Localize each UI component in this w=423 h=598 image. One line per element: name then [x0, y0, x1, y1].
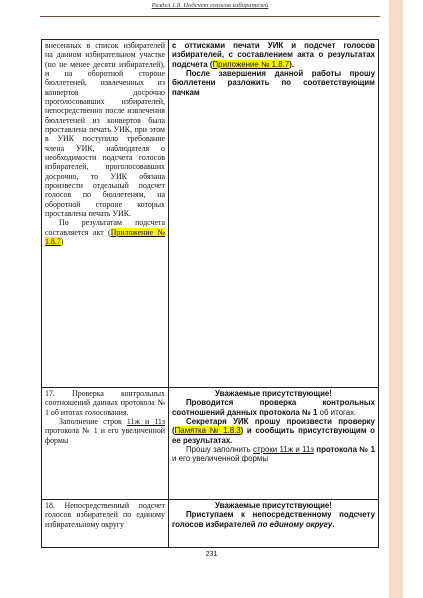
right-paragraph: После завершения данной работы прошу бюллетени разложить по соответствующим пачкам — [172, 68, 375, 97]
step-title: 17. Проверка контрольных соотношений данных протокола № 1 об итогах голосования. — [45, 389, 165, 417]
page-side-bar — [389, 0, 403, 598]
table-row — [42, 40, 379, 388]
lines-link[interactable]: строки 11ж и 11з — [253, 444, 314, 454]
lines-link[interactable]: 11ж и 11з — [126, 416, 165, 426]
table-row — [42, 500, 379, 548]
memo-link[interactable]: Памятка № 1.8.3 — [174, 426, 241, 436]
greeting: Уважаемые присутствующие! — [215, 389, 332, 398]
appendix-link[interactable]: Приложение № 1.8.7 — [212, 59, 290, 69]
header-rule — [40, 16, 380, 17]
right-paragraph: Прошу заполнить строки 11ж и 11з протокола № 1 и его увеличенной формы — [172, 444, 375, 464]
right-paragraph: Секретаря УИК прошу произвести проверку (Памятка № 1.8.3) и сообщить присутствующим о ее результатах. — [172, 416, 375, 445]
section-header: Раздел 1.8. Подсчет голосов избирателей — [151, 2, 269, 9]
greeting: Уважаемые присутствующие! — [215, 501, 332, 510]
procedure-table — [41, 39, 379, 548]
left-cell — [42, 500, 169, 548]
step-paragraph: Заполнение строк 11ж и 11з протокола № 1 и его увеличенной формы — [45, 416, 165, 445]
page-number: 231 — [205, 551, 218, 558]
table-row — [42, 388, 379, 500]
right-cell — [169, 40, 379, 388]
left-paragraph: внесенных в список избирателей на данном избирательном участке (но не менее десяти избирателей), и на оборотной стороне бюллетеней, извлеченных из конвертов досрочно проголосовавших избирателей, непосредственно после извлечения бюллетеней из конвертов была проставлена печать УИК, при этом в УИК поступило требование члена УИК, наблюдателя о необходимости подсчета голосов избирателей, проголосовавших досрочно, то УИК обязана произвести отдельный подсчет голосов по бюллетеням, на оборотной стороне которых проставлена печать УИК. — [45, 41, 165, 218]
results-paragraph: По результатам подсчета составляется акт (Приложение № 1.8.7) — [45, 218, 165, 246]
right-paragraph: с оттисками печати УИК и подсчет голосов избирателей, с составлением акта о результатах подсчета (Приложение № 1.8.7). — [172, 41, 375, 69]
left-cell — [42, 40, 169, 388]
right-cell — [169, 500, 379, 548]
appendix-link[interactable]: Приложение № 1.8.7 — [45, 227, 165, 246]
right-paragraph: Проводится проверка контрольных соотношений данных протокола № 1 об итогах. — [172, 398, 375, 417]
right-cell — [169, 388, 379, 500]
step-title: 18. Непосредственный подсчет голосов избирателей по единому избирательному округу — [45, 501, 165, 529]
left-cell — [42, 388, 169, 500]
right-paragraph: Приступаем к непосредственному подсчету голосов избирателей по единому округу. — [172, 510, 375, 529]
